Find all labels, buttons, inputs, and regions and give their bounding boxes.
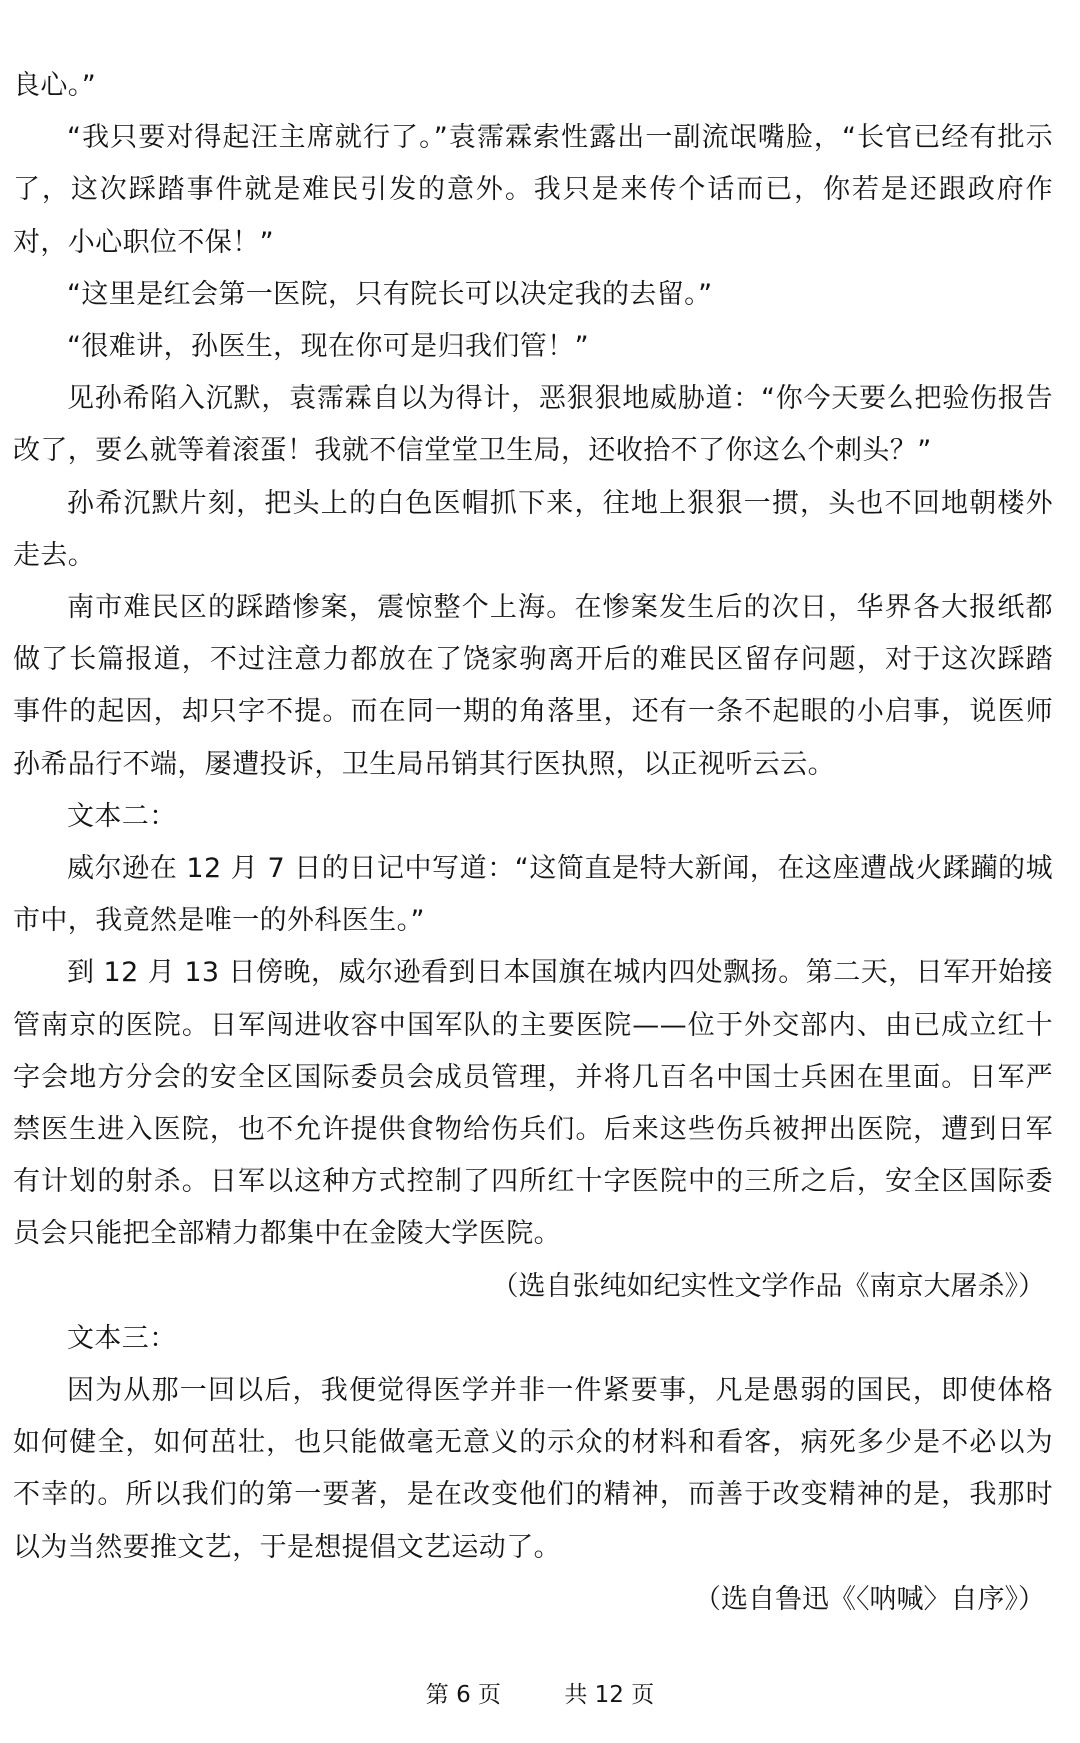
paragraph-threat: 见孙希陷入沉默，袁霈霖自以为得计，恶狠狠地威胁道：“你今天要么把验伤报告改了，要么就等着滚蛋！我就不信堂堂卫生局，还收拾不了你这么个刺头？” [13, 383, 1053, 467]
paragraph-news: 南市难民区的踩踏惨案，震惊整个上海。在惨案发生后的次日，华界各大报纸都做了长篇报道，不过注意力都放在了饶家驹离开后的难民区留存问题，对于这次踩踏事件的起因，却只字不提。而在同一期的角落里，还有一条不起眼的小启事，说医师孙希品行不端，屡遭投诉，卫生局吊销其行医执照，以正视听云云。 [13, 592, 1053, 780]
page-total: 共 12 页 [564, 1682, 655, 1708]
paragraph-nanjing: 到 12 月 13 日傍晚，威尔逊看到日本国旗在城内四处飘扬。第二天，日军开始接管南京的医院。日军闯进收容中国军队的主要医院——位于外交部内、由已成立红十字会地方分会的安全区国际委员会成员管理，并将几百名中国士兵困在里面。日军严禁医生进入医院，也不允许提供食物给伤兵们。后来这些伤兵被押出医院，遭到日军有计划的射杀。日军以这种方式控制了四所红十字医院中的三所之后，安全区国际委员会只能把全部精力都集中在金陵大学医院。 [13, 957, 1053, 1250]
section-heading-text-2: 文本二： [67, 800, 177, 832]
body-text [13, 60, 1053, 1626]
paragraph-dialogue-3: “很难讲，孙医生，现在你可是归我们管！” [67, 331, 589, 363]
paragraph-dialogue-1: “我只要对得起汪主席就行了。”袁霈霖索性露出一副流氓嘴脸，“长官已经有批示了，这次踩踏事件就是难民引发的意外。我只是来传个话而已，你若是还跟政府作对，小心职位不保！” [13, 122, 1053, 258]
source-citation-2: （选自张纯如纪实性文学作品《南京大屠杀》） [491, 1270, 1045, 1302]
paragraph-luxun: 因为从那一回以后，我便觉得医学并非一件紧要事，凡是愚弱的国民，即使体格如何健全，如何茁壮，也只能做毫无意义的示众的材料和看客，病死多少是不必以为不幸的。所以我们的第一要著，是在改变他们的精神，而善于改变精神的是，我那时以为当然要推文艺，于是想提倡文艺运动了。 [13, 1375, 1053, 1563]
paragraph-leave: 孙希沉默片刻，把头上的白色医帽抓下来，往地上狠狠一掼，头也不回地朝楼外走去。 [13, 487, 1053, 571]
paragraph-dialogue-2: “这里是红会第一医院，只有院长可以决定我的去留。” [67, 278, 713, 310]
paragraph-continuation: 良心。” [13, 70, 97, 101]
section-heading-text-3: 文本三： [67, 1322, 177, 1354]
page-footer [0, 1680, 1080, 1710]
paragraph-wilson-diary: 威尔逊在 12 月 7 日的日记中写道：“这简直是特大新闻，在这座遭战火蹂躏的城市中，我竟然是唯一的外科医生。” [13, 853, 1053, 937]
page-number: 第 6 页 [425, 1682, 502, 1708]
source-citation-3: （选自鲁迅《〈呐喊〉自序》） [694, 1583, 1045, 1615]
